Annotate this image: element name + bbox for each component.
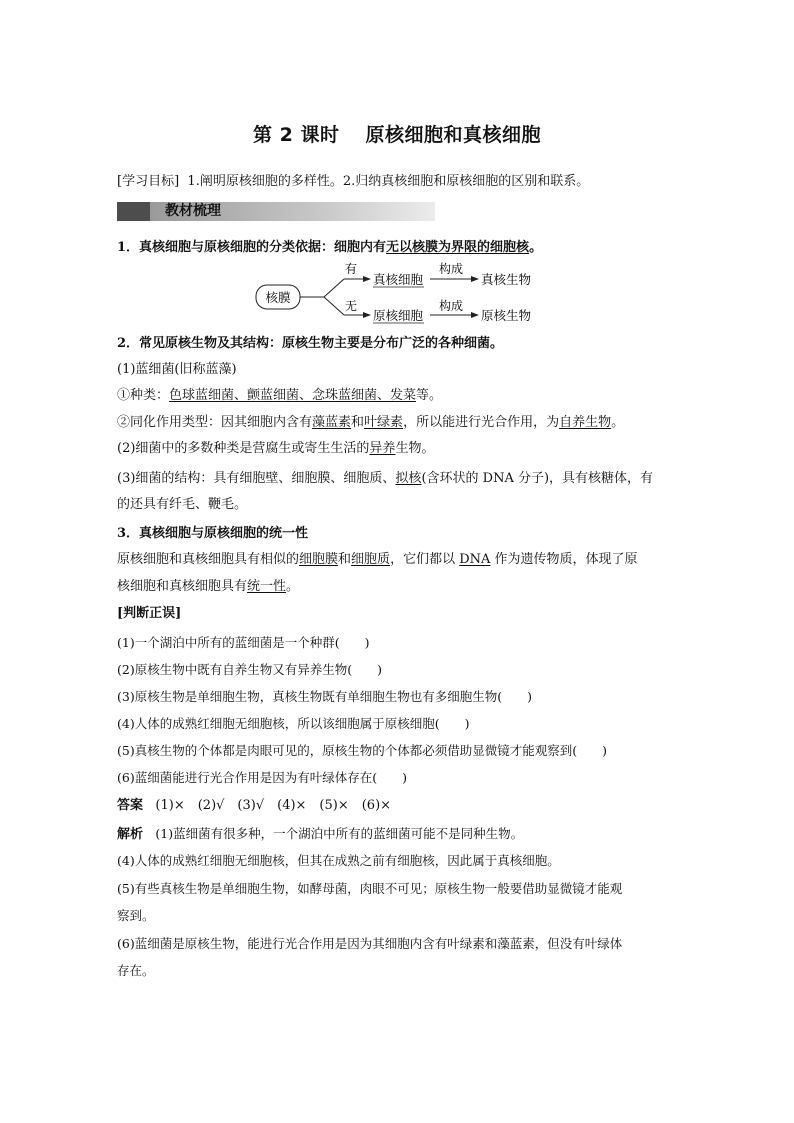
judge-item: (3)原核生物是单细胞生物，真核生物既有单细胞生物也有多细胞生物( ) (117, 689, 532, 704)
answer-label: 答案 (117, 798, 144, 813)
diagram-center: 核膜 (265, 290, 291, 305)
analysis-line: 存在。 (117, 963, 155, 978)
section-2-line-3: ②同化作用类型：因其细胞内含有藻蓝素和叶绿素，所以能进行光合作用，为自养生物。 (117, 415, 625, 430)
analysis-line: 解析 (1)蓝细菌有很多种，一个湖泊中所有的蓝细菌可能不是同种生物。 (117, 826, 524, 842)
judge-label: [判断正误] (117, 606, 182, 621)
judge-item: (6)蓝细菌能进行光合作用是因为有叶绿体存在( ) (117, 770, 407, 785)
analysis-line: (4)人体的成熟红细胞无细胞核，但其在成熟之前有细胞核，因此属于真核细胞。 (117, 853, 560, 868)
judge-item: (4)人体的成熟红细胞无细胞核，所以该细胞属于原核细胞( ) (117, 716, 470, 731)
analysis-label: 解析 (117, 827, 144, 842)
judge-item: (1)一个湖泊中所有的蓝细菌是一个种群( ) (117, 635, 370, 650)
analysis-line: 察到。 (117, 908, 155, 923)
bottom-organism-label: 原核生物 (481, 308, 532, 323)
branch-bottom-label: 无 (344, 299, 358, 313)
analysis-line: (5)有些真核生物是单细胞生物，如酵母菌，肉眼不可见；原核生物一般要借助显微镜才能观 (117, 881, 623, 896)
top-arrow-label: 构成 (438, 262, 464, 276)
classification-diagram (250, 262, 550, 326)
section-2-line-4: (2)细菌中的多数种类是营腐生或寄生生活的异养生物。 (117, 441, 435, 456)
section-2-line-2: ①种类：色球蓝细菌、颤蓝细菌、念珠蓝细菌、发菜等。 (117, 388, 443, 403)
answer: 答案 (1)× (2)√ (3)√ (4)× (5)× (6)× (117, 798, 392, 813)
section-1: 1．真核细胞与原核细胞的分类依据：细胞内有无以核膜为界限的细胞核。 (117, 240, 543, 255)
analysis-line: (6)蓝细菌是原核生物，能进行光合作用是因为其细胞内含有叶绿素和藻蓝素，但没有叶绿体 (117, 936, 623, 951)
section-2-line-1: (1)蓝细菌(旧称蓝藻) (117, 362, 237, 377)
section-3-heading: 3．真核细胞与原核细胞的统一性 (117, 526, 309, 541)
bottom-cell-label: 原核细胞 (373, 308, 424, 323)
top-cell-label: 真核细胞 (373, 272, 424, 287)
branch-top-label: 有 (344, 262, 358, 276)
section-2-line-6: 的还具有纤毛、鞭毛。 (117, 497, 248, 512)
section-2-line-5: (3)细菌的结构：具有细胞壁、细胞膜、细胞质、拟核(含环状的 DNA 分子)，具有核糖体，有 (117, 471, 654, 486)
page-title: 第 2 课时 原核细胞和真核细胞 (253, 124, 541, 146)
section-2-heading: 2．常见原核生物及其结构：原核生物主要是分布广泛的各种细菌。 (117, 336, 504, 351)
section-banner: 教材梳理 (117, 202, 435, 221)
top-organism-label: 真核生物 (481, 272, 532, 287)
goal-label: [学习目标] (117, 174, 180, 189)
judge-item: (5)真核生物的个体都是肉眼可见的，原核生物的个体都必须借助显微镜才能观察到( ) (117, 743, 607, 758)
bottom-arrow-label: 构成 (438, 299, 464, 313)
learning-goal: [学习目标] 1.阐明原核细胞的多样性。2.归纳真核细胞和原核细胞的区别和联系。 (117, 174, 590, 189)
section-3-line-1: 原核细胞和真核细胞具有相似的细胞膜和细胞质，它们都以 DNA 作为遗传物质，体现了原 (117, 552, 638, 567)
judge-item: (2)原核生物中既有自养生物又有异养生物( ) (117, 662, 382, 677)
section-3-line-2: 核细胞和真核细胞具有统一性。 (117, 579, 300, 594)
